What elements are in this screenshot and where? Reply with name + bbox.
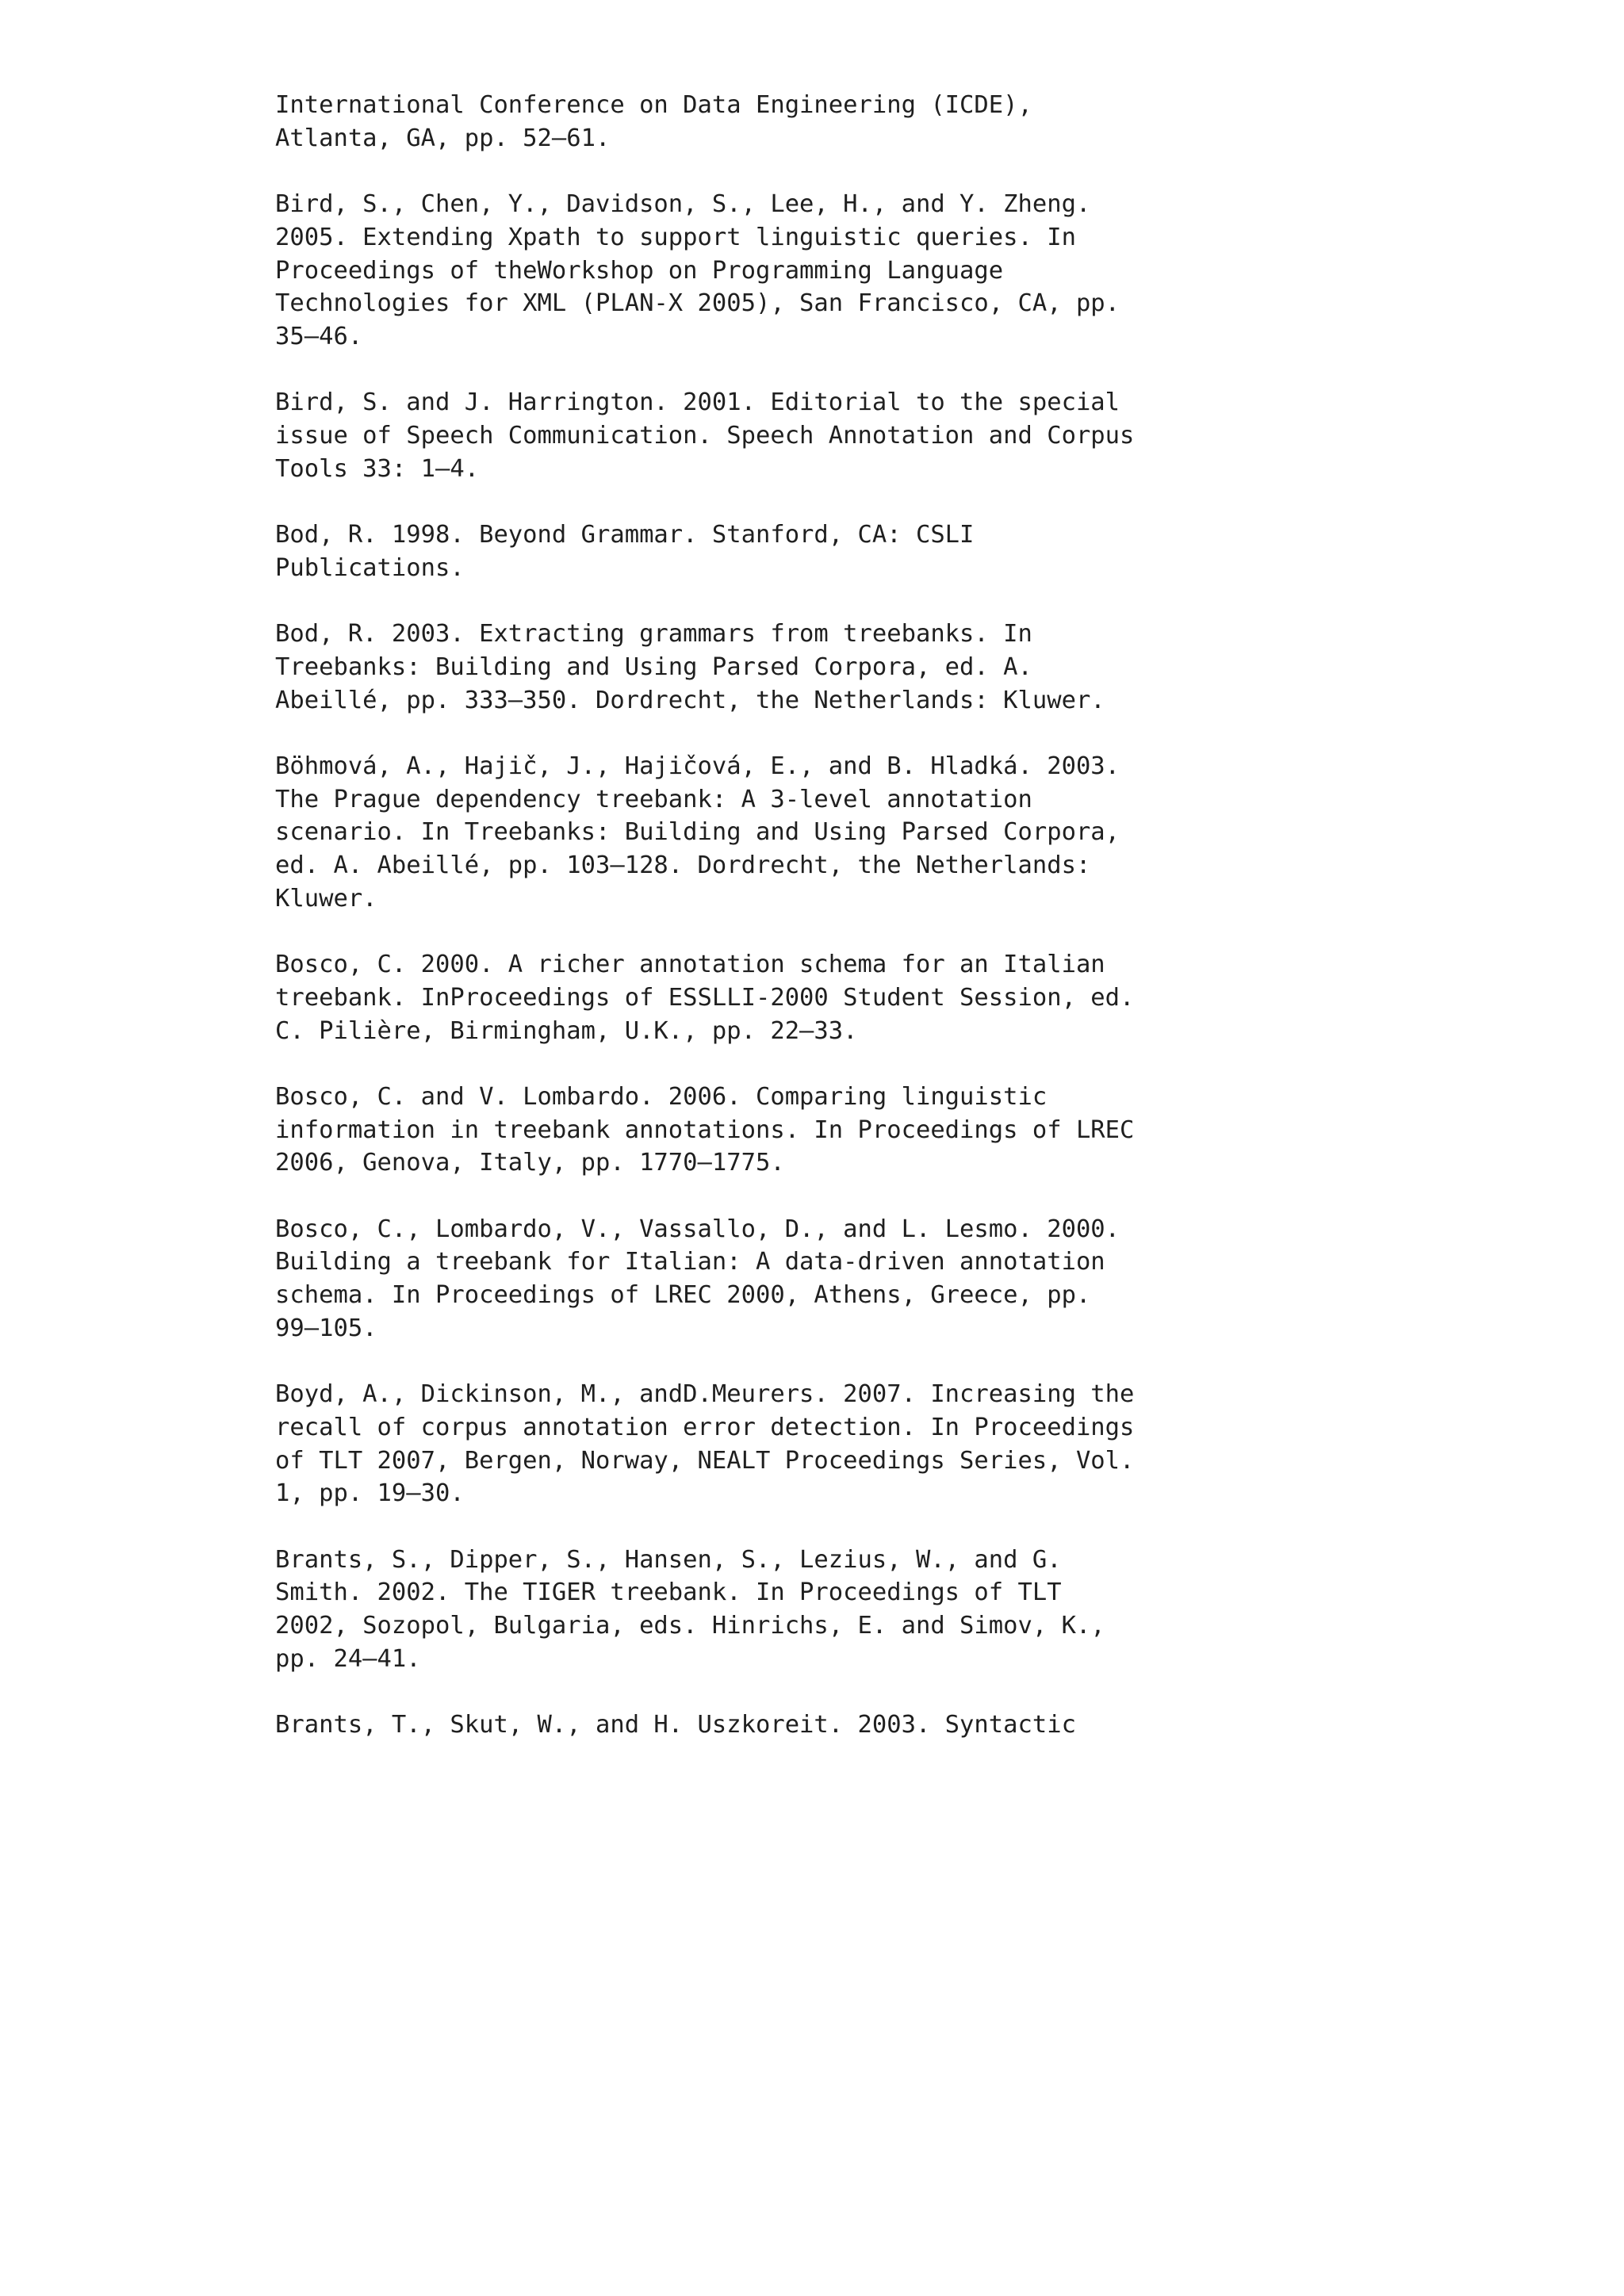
bibliography-page <box>275 89 1306 1775</box>
reference-line: Kluwer. <box>275 884 377 913</box>
reference-line: Bird, S. and J. Harrington. 2001. Editorial to the special <box>275 388 1120 417</box>
reference-line: Bod, R. 2003. Extracting grammars from treebanks. In <box>275 620 1032 649</box>
reference-line: 2006, Genova, Italy, pp. 1770–1775. <box>275 1149 785 1177</box>
reference-line: Treebanks: Building and Using Parsed Corpora, ed. A. <box>275 652 1032 681</box>
reference-entry <box>275 519 1306 584</box>
reference-entry <box>275 750 1306 916</box>
reference-entry <box>275 89 1306 155</box>
reference-entry <box>275 386 1306 485</box>
reference-entry <box>275 1081 1306 1180</box>
reference-line: 35–46. <box>275 322 363 350</box>
reference-entry <box>275 618 1306 717</box>
reference-line: Bod, R. 1998. Beyond Grammar. Stanford, CA: CSLI <box>275 521 975 549</box>
reference-line: Brants, S., Dipper, S., Hansen, S., Lezius, W., and G. <box>275 1545 1062 1574</box>
reference-line: pp. 24–41. <box>275 1644 421 1673</box>
reference-line: C. Pilière, Birmingham, U.K., pp. 22–33. <box>275 1016 858 1045</box>
reference-line: Tools 33: 1–4. <box>275 454 480 483</box>
reference-entry <box>275 948 1306 1047</box>
reference-line: 1, pp. 19–30. <box>275 1479 465 1508</box>
reference-line: International Conference on Data Engineering (ICDE), <box>275 91 1032 119</box>
reference-line: Böhmová, A., Hajič, J., Hajičová, E., and B. Hladká. 2003. <box>275 752 1120 780</box>
reference-line: 2002, Sozopol, Bulgaria, eds. Hinrichs, E. and Simov, K., <box>275 1612 1105 1640</box>
reference-line: schema. In Proceedings of LREC 2000, Athens, Greece, pp. <box>275 1281 1091 1310</box>
reference-line: Brants, T., Skut, W., and H. Uszkoreit. 2003. Syntactic <box>275 1711 1076 1739</box>
reference-line: Smith. 2002. The TIGER treebank. In Proceedings of TLT <box>275 1578 1062 1607</box>
reference-line: Building a treebank for Italian: A data-driven annotation <box>275 1248 1105 1276</box>
reference-line: Bosco, C. and V. Lombardo. 2006. Comparing linguistic <box>275 1082 1048 1111</box>
reference-line: ed. A. Abeillé, pp. 103–128. Dordrecht, the Netherlands: <box>275 851 1091 880</box>
reference-line: Boyd, A., Dickinson, M., andD.Meurers. 2007. Increasing the <box>275 1380 1135 1409</box>
reference-line: Atlanta, GA, pp. 52–61. <box>275 124 611 152</box>
reference-line: treebank. InProceedings of ESSLLI-2000 Student Session, ed. <box>275 983 1135 1012</box>
reference-entry <box>275 1709 1306 1742</box>
reference-line: Technologies for XML (PLAN-X 2005), San Francisco, CA, pp. <box>275 289 1120 318</box>
reference-line: scenario. In Treebanks: Building and Using Parsed Corpora, <box>275 818 1120 847</box>
reference-line: 2005. Extending Xpath to support linguistic queries. In <box>275 223 1076 251</box>
reference-line: issue of Speech Communication. Speech Annotation and Corpus <box>275 422 1135 450</box>
reference-line: information in treebank annotations. In Proceedings of LREC <box>275 1115 1135 1144</box>
reference-line: recall of corpus annotation error detection. In Proceedings <box>275 1413 1135 1441</box>
reference-entry <box>275 188 1306 354</box>
reference-entry <box>275 1378 1306 1510</box>
reference-line: 99–105. <box>275 1314 377 1342</box>
reference-line: of TLT 2007, Bergen, Norway, NEALT Proceedings Series, Vol. <box>275 1446 1135 1475</box>
reference-line: Bosco, C., Lombardo, V., Vassallo, D., and L. Lesmo. 2000. <box>275 1215 1120 1243</box>
reference-line: The Prague dependency treebank: A 3-level annotation <box>275 785 1032 813</box>
reference-line: Bird, S., Chen, Y., Davidson, S., Lee, H., and Y. Zheng. <box>275 190 1091 219</box>
reference-line: Abeillé, pp. 333–350. Dordrecht, the Netherlands: Kluwer. <box>275 686 1105 714</box>
reference-line: Bosco, C. 2000. A richer annotation schema for an Italian <box>275 951 1105 979</box>
reference-line: Proceedings of theWorkshop on Programming Language <box>275 256 1004 285</box>
reference-entry <box>275 1544 1306 1676</box>
reference-line: Publications. <box>275 553 465 582</box>
reference-entry <box>275 1213 1306 1345</box>
